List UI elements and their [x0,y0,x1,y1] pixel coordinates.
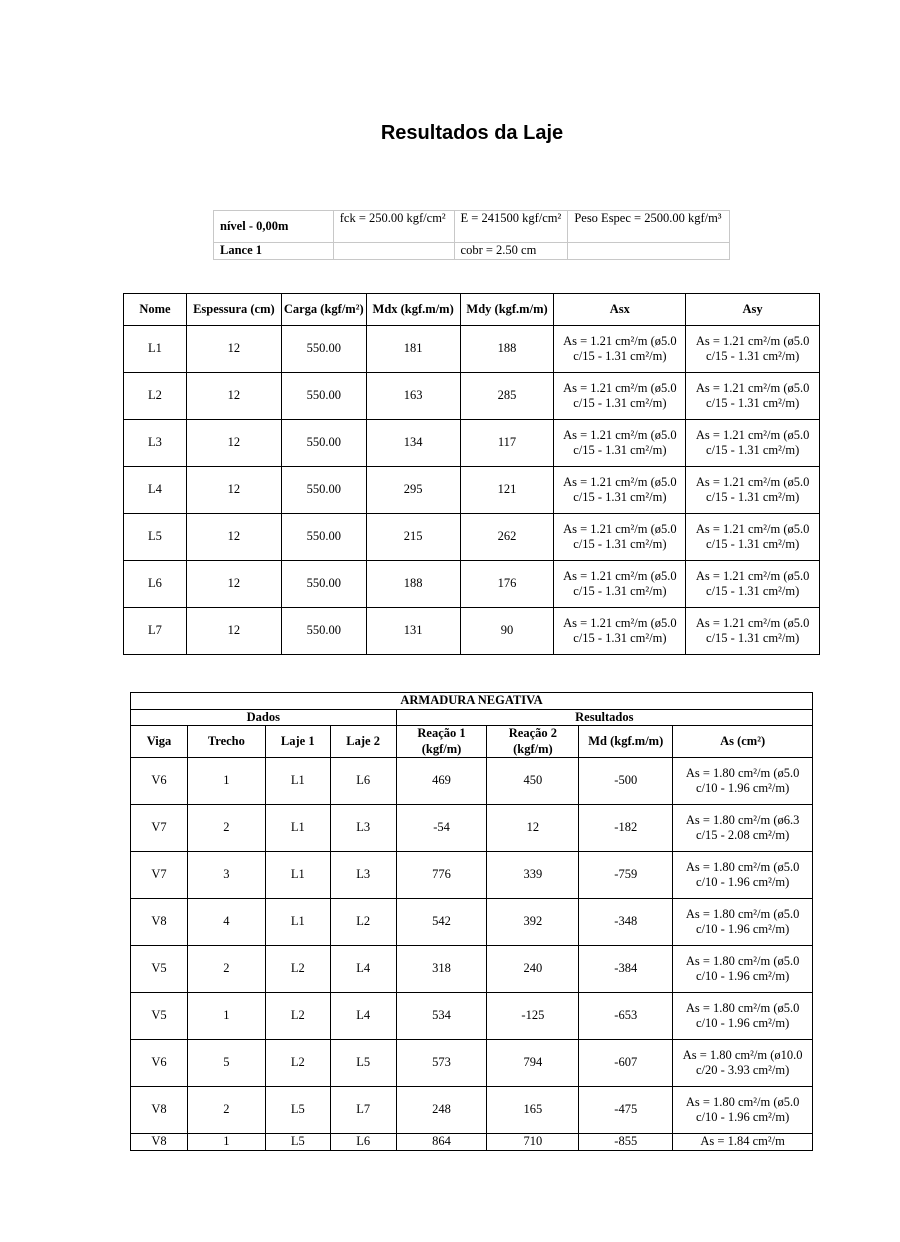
table-cell: 240 [487,946,579,993]
table-cell: -500 [579,758,673,805]
table-cell: 12 [186,373,281,420]
table-row [131,758,813,805]
table-cell: V6 [131,758,188,805]
table-cell: 1 [187,758,265,805]
info-table [213,210,730,260]
table-cell: L6 [330,758,396,805]
table-cell: 573 [396,1040,487,1087]
neg-header-cell: Trecho [187,726,265,758]
table-cell: 131 [366,608,460,655]
table-cell: L1 [265,852,330,899]
table-cell: 12 [186,608,281,655]
lance-label: Lance 1 [214,243,334,260]
table-cell: As = 1.80 cm²/m (ø10.0 c/20 - 3.93 cm²/m) [673,1040,813,1087]
table-cell: 12 [487,805,579,852]
table-row [131,852,813,899]
table-row [131,993,813,1040]
table-cell: As = 1.21 cm²/m (ø5.0 c/15 - 1.31 cm²/m) [686,608,820,655]
table-cell: L1 [265,805,330,852]
table-cell: 339 [487,852,579,899]
neg-header-row [131,726,813,758]
table-cell: 550.00 [281,467,366,514]
neg-header-cell: Reação 2 (kgf/m) [487,726,579,758]
table-cell: 392 [487,899,579,946]
group-header-resultados: Resultados [396,709,812,726]
negative-reinforcement-table [130,692,813,1151]
table-cell: As = 1.21 cm²/m (ø5.0 c/15 - 1.31 cm²/m) [554,561,686,608]
table-cell: As = 1.80 cm²/m (ø5.0 c/10 - 1.96 cm²/m) [673,993,813,1040]
table-cell: 285 [460,373,554,420]
specific-weight-value: Peso Espec = 2500.00 kgf/m³ [568,211,730,243]
table-cell: As = 1.21 cm²/m (ø5.0 c/15 - 1.31 cm²/m) [686,561,820,608]
table-cell: 550.00 [281,373,366,420]
table-cell: V5 [131,993,188,1040]
table-cell: V8 [131,1134,188,1151]
table-cell: 542 [396,899,487,946]
table-cell: V8 [131,899,188,946]
table-cell: L2 [265,1040,330,1087]
empty-cell [568,243,730,260]
slab-header-cell: Asx [554,294,686,326]
neg-header-cell: Viga [131,726,188,758]
table-cell: L2 [124,373,187,420]
table-cell: 12 [186,514,281,561]
table-cell: L5 [265,1087,330,1134]
slab-header-cell: Carga (kgf/m²) [281,294,366,326]
table-row [124,373,820,420]
table-cell: -855 [579,1134,673,1151]
table-cell: V5 [131,946,188,993]
table-cell: 864 [396,1134,487,1151]
table-cell: 710 [487,1134,579,1151]
neg-header-cell: Laje 1 [265,726,330,758]
table-cell: 117 [460,420,554,467]
table-cell: 165 [487,1087,579,1134]
neg-header-cell: Md (kgf.m/m) [579,726,673,758]
table-cell: As = 1.21 cm²/m (ø5.0 c/15 - 1.31 cm²/m) [554,373,686,420]
table-cell: L1 [265,899,330,946]
table-cell: As = 1.21 cm²/m (ø5.0 c/15 - 1.31 cm²/m) [554,326,686,373]
table-cell: 450 [487,758,579,805]
table-cell: 550.00 [281,326,366,373]
slab-table-body [124,326,820,655]
table-cell: As = 1.21 cm²/m (ø5.0 c/15 - 1.31 cm²/m) [554,420,686,467]
table-cell: L5 [265,1134,330,1151]
table-cell: 181 [366,326,460,373]
table-cell: L6 [124,561,187,608]
table-cell: 12 [186,326,281,373]
slab-header-cell: Mdx (kgf.m/m) [366,294,460,326]
table-cell: V7 [131,805,188,852]
table-cell: 776 [396,852,487,899]
table-cell: 5 [187,1040,265,1087]
table-cell: L3 [330,805,396,852]
table-cell: L2 [265,946,330,993]
table-row [124,326,820,373]
table-cell: L3 [330,852,396,899]
table-cell: As = 1.80 cm²/m (ø5.0 c/10 - 1.96 cm²/m) [673,758,813,805]
neg-header-cell: Reação 1 (kgf/m) [396,726,487,758]
table-cell: As = 1.21 cm²/m (ø5.0 c/15 - 1.31 cm²/m) [686,326,820,373]
table-cell: -653 [579,993,673,1040]
table-row [131,1040,813,1087]
table-cell: L4 [124,467,187,514]
table-cell: L2 [330,899,396,946]
table-cell: As = 1.21 cm²/m (ø5.0 c/15 - 1.31 cm²/m) [554,467,686,514]
table-cell: As = 1.80 cm²/m (ø5.0 c/10 - 1.96 cm²/m) [673,899,813,946]
page-title: Resultados da Laje [380,122,564,144]
table-cell: 550.00 [281,561,366,608]
table-row [131,899,813,946]
table-row [131,946,813,993]
table-cell: L4 [330,946,396,993]
table-cell: 550.00 [281,514,366,561]
table-cell: L5 [124,514,187,561]
table-row [131,1134,813,1151]
table-row [124,561,820,608]
table-cell: -475 [579,1087,673,1134]
table-cell: 188 [366,561,460,608]
table-cell: -182 [579,805,673,852]
slab-header-row [124,294,820,326]
table-cell: -607 [579,1040,673,1087]
table-cell: As = 1.21 cm²/m (ø5.0 c/15 - 1.31 cm²/m) [554,514,686,561]
slab-header-cell: Asy [686,294,820,326]
fck-value: fck = 250.00 kgf/cm² [333,211,454,243]
table-cell: 12 [186,420,281,467]
empty-cell [333,243,454,260]
table-cell: As = 1.21 cm²/m (ø5.0 c/15 - 1.31 cm²/m) [686,420,820,467]
table-cell: As = 1.21 cm²/m (ø5.0 c/15 - 1.31 cm²/m) [686,373,820,420]
table-row [124,467,820,514]
table-cell: L6 [330,1134,396,1151]
table-cell: -759 [579,852,673,899]
table-cell: 550.00 [281,420,366,467]
table-cell: L2 [265,993,330,1040]
table-cell: 12 [186,467,281,514]
table-row [124,514,820,561]
table-cell: 163 [366,373,460,420]
table-cell: 215 [366,514,460,561]
table-cell: 318 [396,946,487,993]
table-cell: 794 [487,1040,579,1087]
table-cell: 12 [186,561,281,608]
table-cell: 90 [460,608,554,655]
table-cell: As = 1.21 cm²/m (ø5.0 c/15 - 1.31 cm²/m) [686,514,820,561]
table-cell: 2 [187,946,265,993]
slab-header-cell: Mdy (kgf.m/m) [460,294,554,326]
slab-results-table [123,293,820,655]
table-cell: -348 [579,899,673,946]
table-row [124,420,820,467]
table-cell: V8 [131,1087,188,1134]
table-cell: 188 [460,326,554,373]
table-cell: L5 [330,1040,396,1087]
table-cell: As = 1.21 cm²/m (ø5.0 c/15 - 1.31 cm²/m) [554,608,686,655]
table-cell: 248 [396,1087,487,1134]
table-row [131,1087,813,1134]
table-cell: As = 1.80 cm²/m (ø5.0 c/10 - 1.96 cm²/m) [673,1087,813,1134]
table-row [124,608,820,655]
table-cell: 2 [187,805,265,852]
table-cell: 469 [396,758,487,805]
table-cell: L7 [124,608,187,655]
table-cell: -125 [487,993,579,1040]
table-cell: 134 [366,420,460,467]
table-cell: 4 [187,899,265,946]
table-cell: L7 [330,1087,396,1134]
cover-value: cobr = 2.50 cm [454,243,568,260]
table-cell: 534 [396,993,487,1040]
table-cell: 295 [366,467,460,514]
slab-header-cell: Espessura (cm) [186,294,281,326]
table-cell: 3 [187,852,265,899]
negative-table-title: ARMADURA NEGATIVA [131,693,813,710]
negative-table-body [131,758,813,1151]
table-cell: L3 [124,420,187,467]
nivel-label: nível - 0,00m [214,211,334,243]
table-cell: 121 [460,467,554,514]
table-cell: As = 1.80 cm²/m (ø5.0 c/10 - 1.96 cm²/m) [673,852,813,899]
table-cell: L1 [265,758,330,805]
table-row [131,805,813,852]
table-cell: As = 1.80 cm²/m (ø5.0 c/10 - 1.96 cm²/m) [673,946,813,993]
table-cell: L4 [330,993,396,1040]
slab-header-cell: Nome [124,294,187,326]
elastic-modulus-value: E = 241500 kgf/cm² [454,211,568,243]
table-cell: 262 [460,514,554,561]
table-cell: As = 1.21 cm²/m (ø5.0 c/15 - 1.31 cm²/m) [686,467,820,514]
table-cell: -54 [396,805,487,852]
neg-header-cell: Laje 2 [330,726,396,758]
table-cell: V6 [131,1040,188,1087]
table-cell: As = 1.84 cm²/m [673,1134,813,1151]
neg-header-cell: As (cm²) [673,726,813,758]
table-cell: V7 [131,852,188,899]
table-cell: 1 [187,993,265,1040]
table-cell: -384 [579,946,673,993]
table-cell: L1 [124,326,187,373]
group-header-dados: Dados [131,709,397,726]
table-cell: 2 [187,1087,265,1134]
table-cell: 1 [187,1134,265,1151]
table-cell: 176 [460,561,554,608]
table-cell: As = 1.80 cm²/m (ø6.3 c/15 - 2.08 cm²/m) [673,805,813,852]
table-cell: 550.00 [281,608,366,655]
